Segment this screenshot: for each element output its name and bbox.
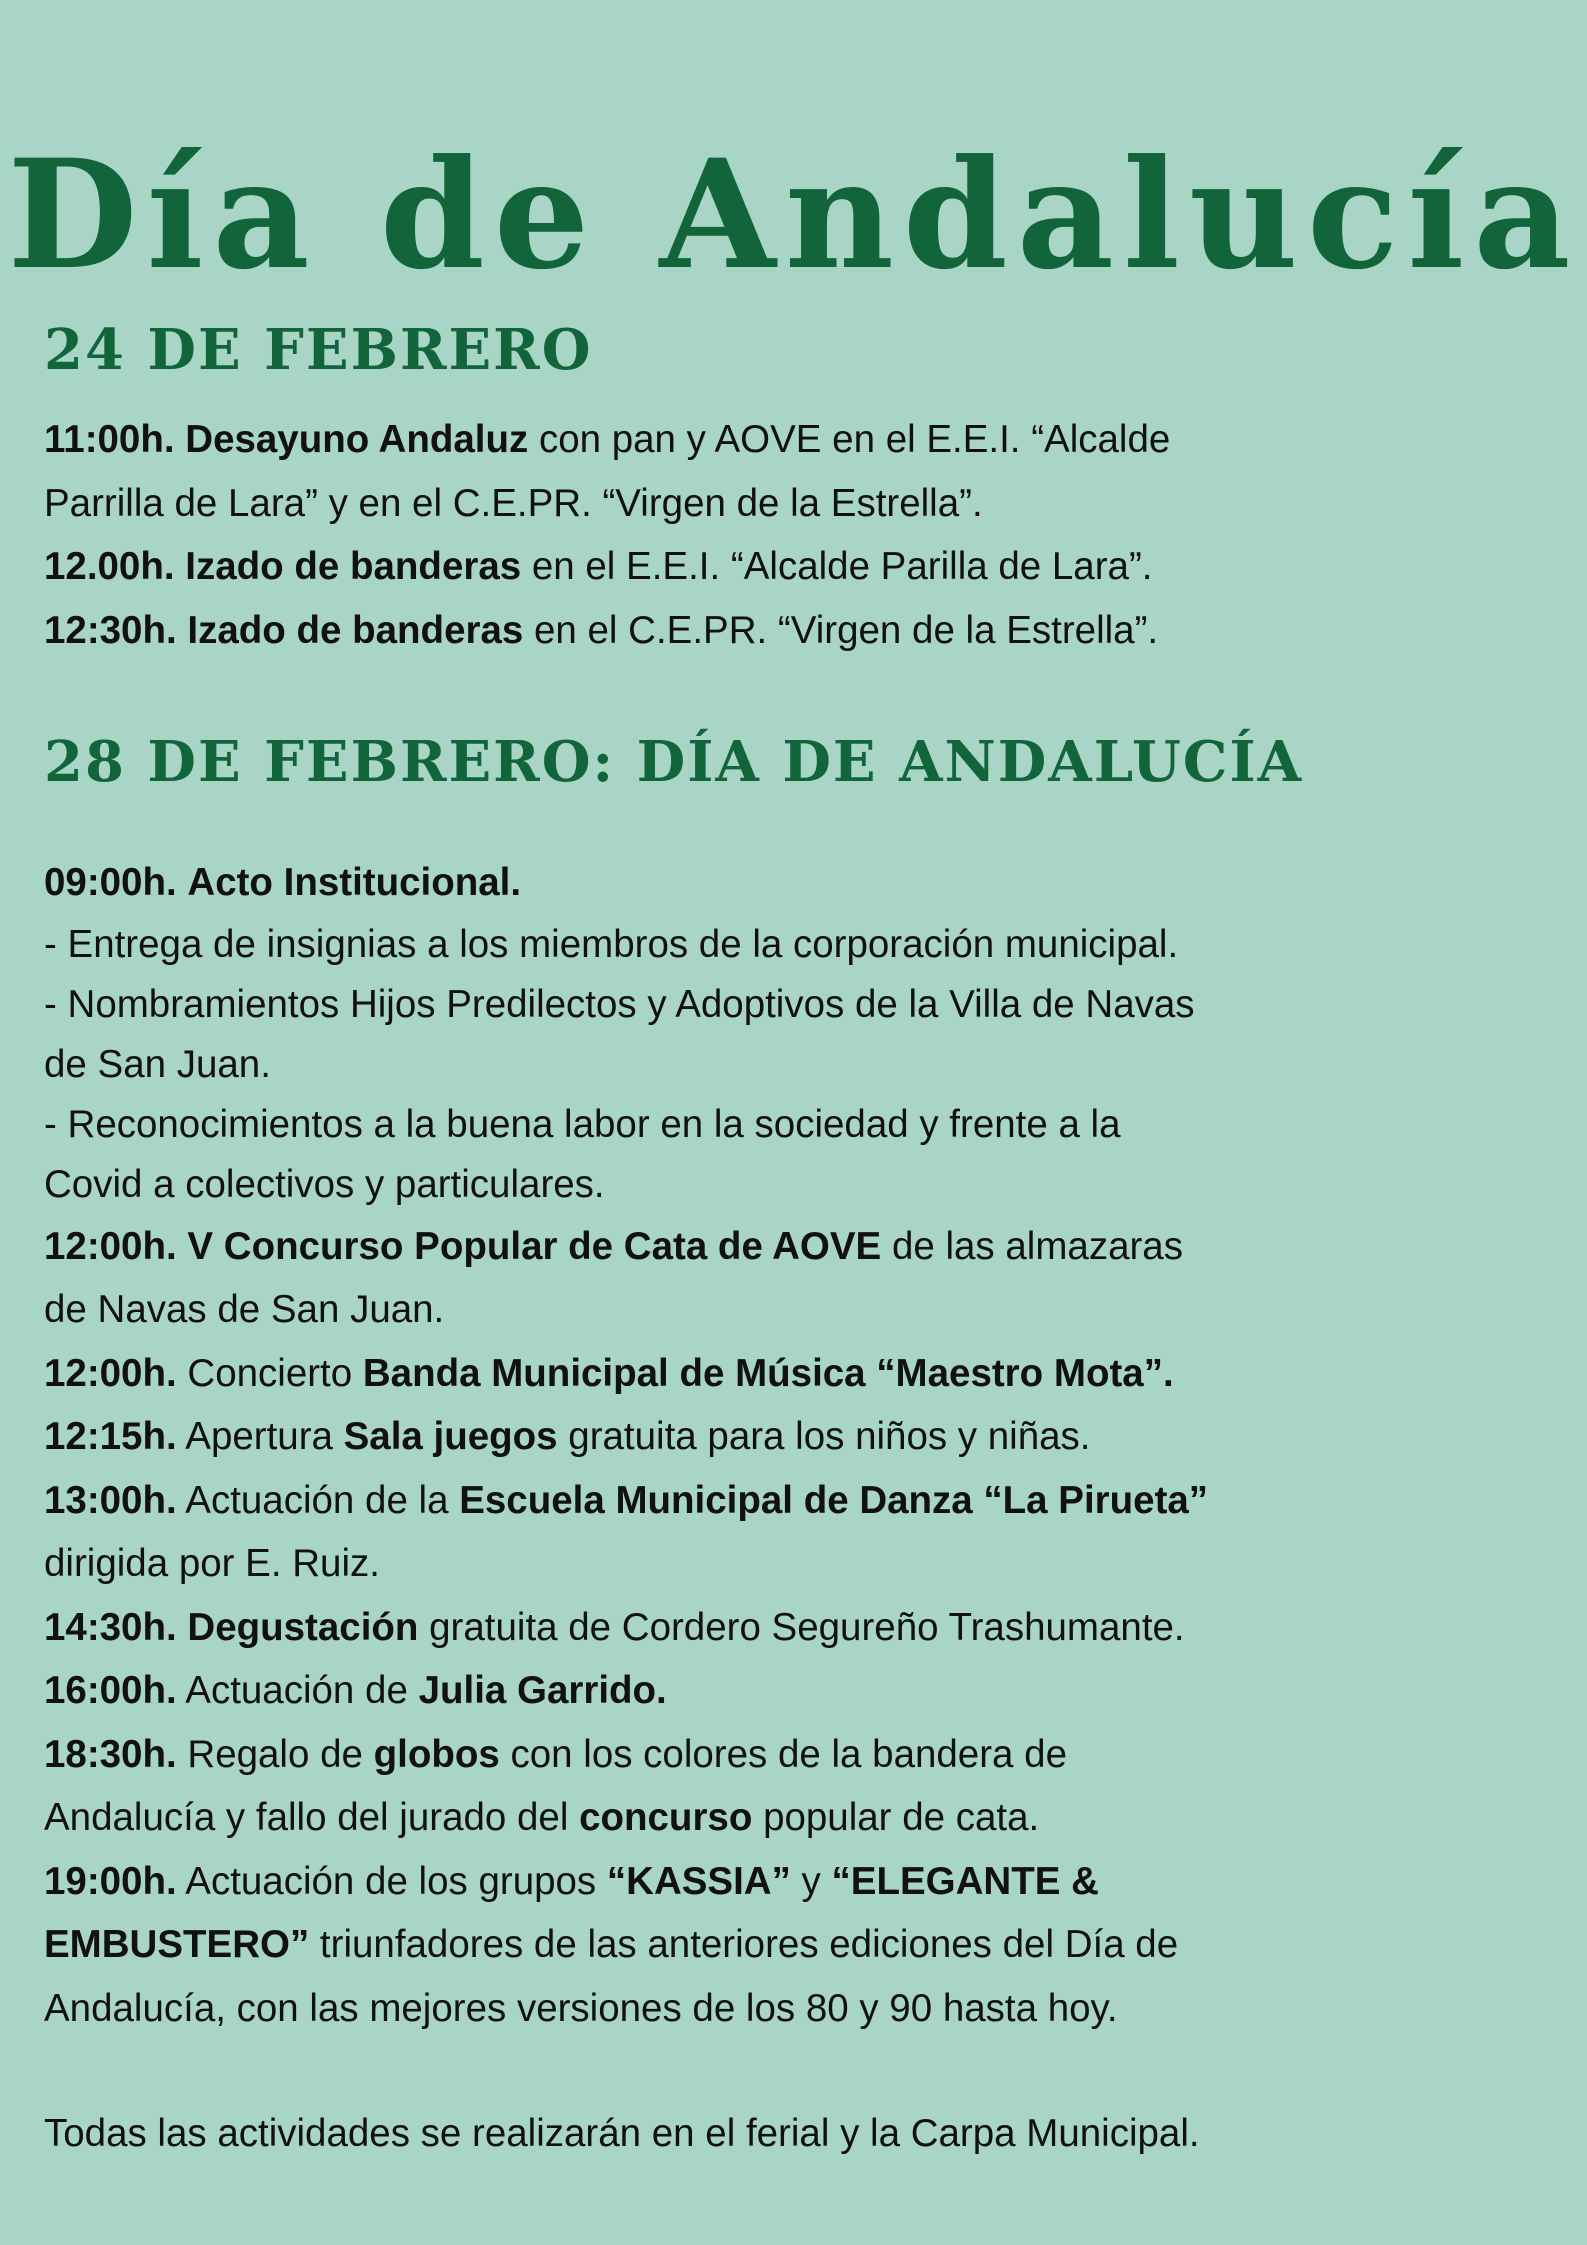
event-title: Degustación xyxy=(187,1605,419,1649)
event-description: Regalo de xyxy=(176,1732,374,1776)
event-time: 12:15h. xyxy=(44,1415,177,1458)
event-description: Actuación de la xyxy=(176,1478,460,1522)
event-title: Julia Garrido. xyxy=(418,1669,667,1712)
schedule-line xyxy=(44,1215,1444,1279)
schedule-line xyxy=(44,1095,1444,1155)
event-time: 16:00h. xyxy=(44,1669,177,1712)
schedule-line xyxy=(44,1786,1444,1850)
schedule-line xyxy=(44,1342,1444,1406)
event-description: y xyxy=(790,1859,832,1903)
schedule-line xyxy=(44,599,1444,663)
poster-title: Día de Andalucía xyxy=(7,127,1580,303)
schedule-28-febrero xyxy=(44,851,1444,2040)
event-description: con pan y AOVE en el E.E.I. “Alcalde xyxy=(528,418,1171,461)
event-title: V Concurso Popular de Cata de AOVE xyxy=(187,1224,882,1268)
event-title: “KASSIA” xyxy=(606,1859,791,1903)
event-time: 12:30h. xyxy=(44,608,177,652)
event-description: Andalucía, con las mejores versiones de los 80 y 90 hasta hoy. xyxy=(44,1986,1118,2030)
event-title: Izado de banderas xyxy=(185,545,522,588)
event-description: en el C.E.PR. “Virgen de la Estrella”. xyxy=(523,608,1159,652)
event-description: - Nombramientos Hijos Predilectos y Adoptivos de la Villa de Navas xyxy=(44,982,1195,1026)
schedule-line xyxy=(44,1596,1444,1660)
schedule-line xyxy=(44,1405,1444,1469)
schedule-line xyxy=(44,1659,1444,1723)
schedule-line xyxy=(44,1723,1444,1787)
schedule-line xyxy=(44,1977,1444,2041)
event-description: triunfadores de las anteriores ediciones del Día de xyxy=(309,1923,1179,1966)
event-title: Desayuno Andaluz xyxy=(185,418,529,461)
event-title: Escuela Municipal de Danza “La Pirueta” xyxy=(459,1478,1209,1522)
schedule-line xyxy=(44,1469,1444,1533)
event-time: 12:00h. xyxy=(44,1351,177,1395)
event-description: de las almazaras xyxy=(881,1224,1183,1268)
event-description: Andalucía y fallo del jurado del xyxy=(44,1796,580,1839)
schedule-line xyxy=(44,1155,1444,1215)
schedule-line xyxy=(44,1913,1444,1977)
event-title: Izado de banderas xyxy=(187,608,524,652)
event-time: 13:00h. xyxy=(44,1478,177,1522)
footer-note xyxy=(44,2102,1444,2166)
event-description: Actuación de xyxy=(176,1669,419,1712)
schedule-line xyxy=(44,915,1444,975)
event-description: de San Juan. xyxy=(44,1042,271,1086)
event-description: en el E.E.I. “Alcalde Parilla de Lara”. xyxy=(521,545,1153,588)
event-time: 18:30h. xyxy=(44,1732,177,1776)
event-description: gratuita para los niños y niñas. xyxy=(557,1415,1091,1458)
schedule-line xyxy=(44,535,1444,599)
event-description: - Reconocimientos a la buena labor en la sociedad y frente a la xyxy=(44,1102,1121,1146)
event-description: Parrilla de Lara” y en el C.E.PR. “Virgen de la Estrella”. xyxy=(44,481,983,525)
schedule-line xyxy=(44,1532,1444,1596)
footer-text: Todas las actividades se realizarán en el ferial y la Carpa Municipal. xyxy=(44,2112,1200,2155)
event-title: “ELEGANTE & xyxy=(831,1859,1099,1903)
schedule-line xyxy=(44,851,1444,915)
section-heading-24-febrero: 24 DE FEBRERO xyxy=(44,317,593,383)
event-title: globos xyxy=(373,1732,500,1776)
event-description: Covid a colectivos y particulares. xyxy=(44,1162,605,1206)
schedule-line xyxy=(44,1278,1444,1342)
section-heading-28-febrero: 28 DE FEBRERO: DÍA DE ANDALUCÍA xyxy=(44,729,1304,795)
event-description: Apertura xyxy=(176,1415,344,1458)
event-description: con los colores de la bandera de xyxy=(499,1732,1067,1776)
event-title: Acto Institucional. xyxy=(187,861,522,904)
event-title: EMBUSTERO” xyxy=(44,1923,310,1966)
event-time: 19:00h. xyxy=(44,1859,177,1903)
event-description: de Navas de San Juan. xyxy=(44,1288,445,1331)
event-description: popular de cata. xyxy=(752,1796,1040,1839)
event-description: Concierto xyxy=(176,1351,363,1395)
event-time: 12:00h. xyxy=(44,1224,177,1268)
event-time: 14:30h. xyxy=(44,1605,177,1649)
event-title: Banda Municipal de Música “Maestro Mota”. xyxy=(362,1351,1174,1395)
schedule-line xyxy=(44,472,1444,536)
event-time: 09:00h. xyxy=(44,861,177,904)
event-description: dirigida por E. Ruiz. xyxy=(44,1542,380,1585)
event-description: - Entrega de insignias a los miembros de la corporación municipal. xyxy=(44,922,1179,966)
event-description: gratuita de Cordero Segureño Trashumante. xyxy=(418,1605,1185,1649)
event-time: 12.00h. xyxy=(44,545,175,588)
event-title: Sala juegos xyxy=(343,1415,558,1458)
schedule-line xyxy=(44,408,1444,472)
schedule-24-febrero xyxy=(44,408,1444,662)
event-time: 11:00h. xyxy=(44,418,175,461)
event-description: Actuación de los grupos xyxy=(176,1859,607,1903)
event-title: concurso xyxy=(579,1796,753,1839)
schedule-line xyxy=(44,975,1444,1035)
schedule-line xyxy=(44,1850,1444,1914)
schedule-line xyxy=(44,1035,1444,1095)
